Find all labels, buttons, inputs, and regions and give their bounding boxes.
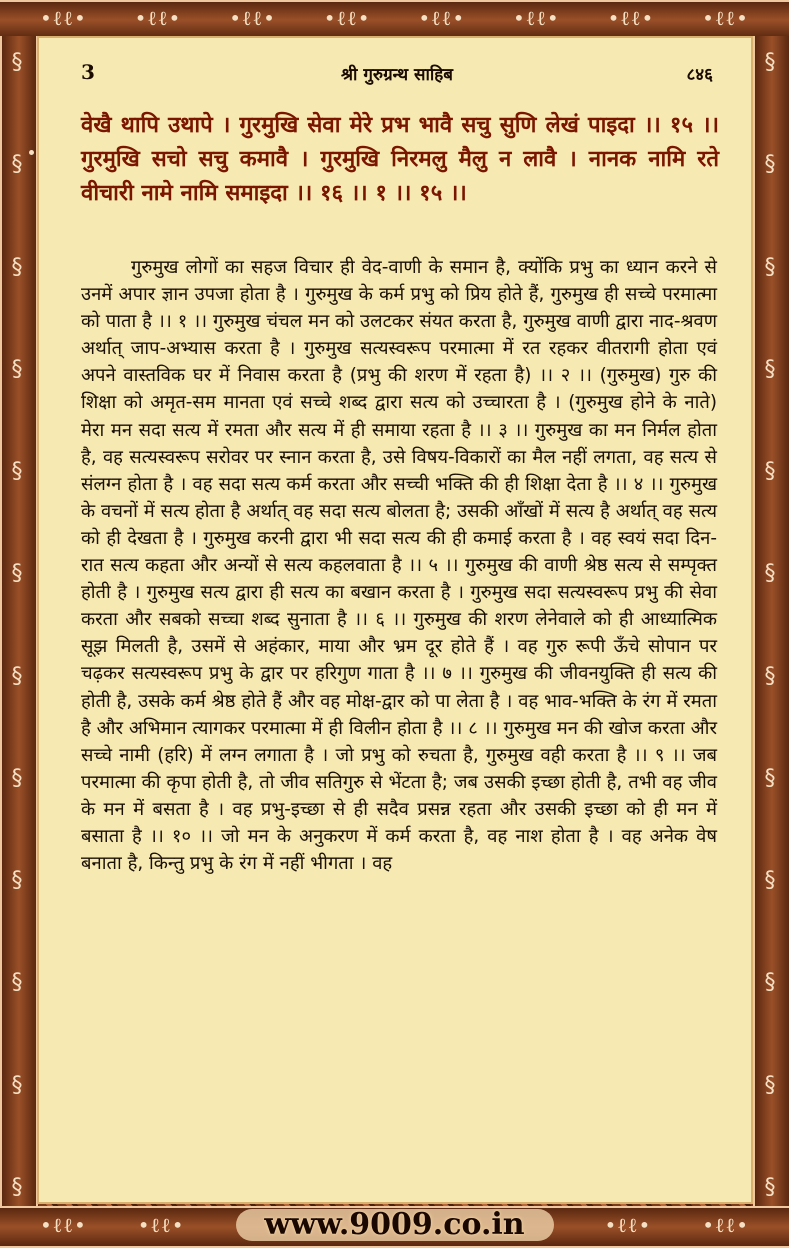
scroll-ornament-icon: § bbox=[11, 1174, 23, 1200]
scroll-ornament-icon: § bbox=[11, 50, 23, 75]
scroll-ornament-icon: § bbox=[764, 152, 776, 178]
right-ornament-column bbox=[755, 50, 785, 1200]
scroll-ornament-icon: •ℓℓ• bbox=[512, 5, 560, 30]
scroll-ornament-icon: § bbox=[11, 356, 23, 382]
page-number-left: 3 bbox=[81, 60, 95, 84]
scroll-ornament-icon: § bbox=[764, 765, 776, 791]
scroll-ornament-icon: § bbox=[764, 254, 776, 280]
scroll-ornament-icon: •ℓℓ• bbox=[229, 5, 276, 30]
scroll-ornament-icon: § bbox=[764, 356, 776, 382]
scroll-ornament-icon: § bbox=[764, 970, 776, 996]
scroll-ornament-icon: § bbox=[764, 663, 776, 689]
scroll-ornament-icon: •ℓℓ• bbox=[702, 5, 749, 30]
hindi-translation bbox=[81, 254, 717, 877]
scroll-ornament-icon: § bbox=[11, 765, 23, 791]
scroll-ornament-icon: •ℓℓ• bbox=[418, 5, 466, 30]
gurbani-verse: वेखै थापि उथापे । गुरमुखि सेवा मेरे प्रभ भावै सचु सुणि लेखं पाइदा ।। १५ ।। गुरमुखि सचो सचु कमावै । गुरमुखि निरमलु मैलु न लावै । नानक नामि रते वीचारी नामे नामि समाइदा ।। १६ ।। १ ।। १५ ।। bbox=[81, 112, 719, 206]
scroll-ornament-icon: § bbox=[11, 868, 23, 894]
scroll-ornament-icon: § bbox=[764, 459, 776, 485]
website-url[interactable]: www.9009.co.in bbox=[264, 1207, 525, 1242]
scroll-ornament-icon: § bbox=[11, 663, 23, 689]
scroll-ornament-icon: § bbox=[11, 1072, 23, 1098]
scripture-page bbox=[37, 36, 753, 1204]
left-ornament-column bbox=[2, 50, 32, 1200]
scroll-ornament-icon: •ℓℓ• bbox=[134, 5, 182, 30]
scroll-ornament-icon: § bbox=[764, 1174, 776, 1200]
scroll-ornament-icon: § bbox=[11, 152, 23, 178]
scroll-ornament-icon: § bbox=[764, 561, 776, 587]
page-header bbox=[81, 60, 713, 88]
top-ornament-row bbox=[40, 3, 749, 33]
scroll-ornament-icon: •ℓℓ• bbox=[40, 1212, 87, 1237]
scroll-ornament-icon: •ℓℓ• bbox=[137, 1212, 185, 1237]
margin-mark bbox=[29, 150, 34, 155]
page-number-right: ८४६ bbox=[686, 65, 713, 85]
scroll-ornament-icon: •ℓℓ• bbox=[607, 5, 655, 30]
scroll-ornament-icon: •ℓℓ• bbox=[40, 5, 87, 30]
scroll-ornament-icon: § bbox=[11, 459, 23, 485]
scroll-ornament-icon: •ℓℓ• bbox=[702, 1212, 749, 1237]
scroll-ornament-icon: § bbox=[11, 970, 23, 996]
translation-paragraph: गुरुमुख लोगों का सहज विचार ही वेद-वाणी के समान है, क्योंकि प्रभु का ध्यान करने से उनमें अपार ज्ञान उपजा होता है । गुरुमुख के कर्म प्रभु को प्रिय होते हैं, गुरुमुख ही सच्चे परमात्मा को पाता है ।। १ ।। गुरुमुख चंचल मन को उलटकर संयत करता है, गुरुमुख वाणी द्वारा नाद-श्रवण अर्थात् जाप-अभ्यास करता है । गुरुमुख सत्यस्वरूप परमात्मा में रत रहकर वीतरागी होता एवं अपने वास्तविक घर में निवास करता है (प्रभु की शरण में रहता है) ।। २ ।। (गुरुमुख) गुरु की शिक्षा को अमृत-सम मानता एवं सच्चे शब्द द्वारा सत्य को उच्चारता है । (गुरुमुख होने के नाते) मेरा मन सदा सत्य में रमता और सत्य में ही समाया रहता है ।। ३ ।। गुरुमुख का मन निर्मल होता है, वह सत्यस्वरूप सरोवर पर स्नान करता है, उसे विषय-विकारों का मैल नहीं लगता, वह सत्य से संलग्न होता है । वह सदा सत्य कर्म करता और सच्ची भक्ति की ही शिक्षा देता है ।। ४ ।। गुरुमुख के वचनों में सत्य होता है अर्थात् वह सदा सत्य बोलता है; उसकी आँखों में सत्य है अर्थात् वह सत्य को ही देखता है । गुरुमुख करनी द्वारा भी सदा सत्य की ही कमाई करता है । वह स्वयं सदा दिन-रात सत्य कहता और अन्यों से सत्य कहलवाता है ।। ५ ।। गुरुमुख की वाणी श्रेष्ठ सत्य से सम्पृक्त होती है । गुरुमुख सत्य द्वारा ही सत्य का बखान करता है । गुरुमुख सदा सत्यस्वरूप प्रभु की सेवा करता और सबको सच्चा शब्द सुनाता है ।। ६ ।। गुरुमुख की शरण लेनेवाले को ही आध्यात्मिक सूझ मिलती है, उसमें से अहंकार, माया और भ्रम दूर होते हैं । वह गुरु रूपी ऊँचे सोपान पर चढ़कर सत्यस्वरूप प्रभु के द्वार पर हरिगुण गाता है ।। ७ ।। गुरुमुख की जीवनयुक्ति ही सत्य की होती है, उसके कर्म श्रेष्ठ होते हैं और वह मोक्ष-द्वार को पा लेता है । वह भाव-भक्ति के रंग में रमता है और अभिमान त्यागकर परमात्मा में ही विलीन होता है ।। ८ ।। गुरुमुख मन की खोज करता और सच्चे नामी (हरि) में लग्न लगाता है । जो प्रभु को रुचता है, गुरुमुख वही करता है ।। ९ ।। जब परमात्मा की कृपा होती है, तो जीव सतिगुरु से भेंटता है; जब उसकी इच्छा होती है, तभी वह जीव के मन में बसता है । वह प्रभु-इच्छा से ही सदैव प्रसन्न रहता और उसकी इच्छा को ही मन में बसाता है ।। १० ।। जो मन के अनुकरण में कर्म करता है, वह नाश होता है । वह अनेक वेष बनाता है, किन्तु प्रभु के रंग में नहीं भीगता । वह bbox=[81, 257, 717, 875]
scroll-ornament-icon: § bbox=[764, 1072, 776, 1098]
page-title: श्री गुरुग्रन्थ साहिब bbox=[340, 65, 454, 85]
scroll-ornament-icon: •ℓℓ• bbox=[604, 1212, 652, 1237]
scroll-ornament-icon: § bbox=[11, 561, 23, 587]
scroll-ornament-icon: § bbox=[11, 254, 23, 280]
scroll-ornament-icon: § bbox=[764, 868, 776, 894]
scroll-ornament-icon: § bbox=[764, 50, 776, 75]
scroll-ornament-icon: •ℓℓ• bbox=[323, 5, 371, 30]
